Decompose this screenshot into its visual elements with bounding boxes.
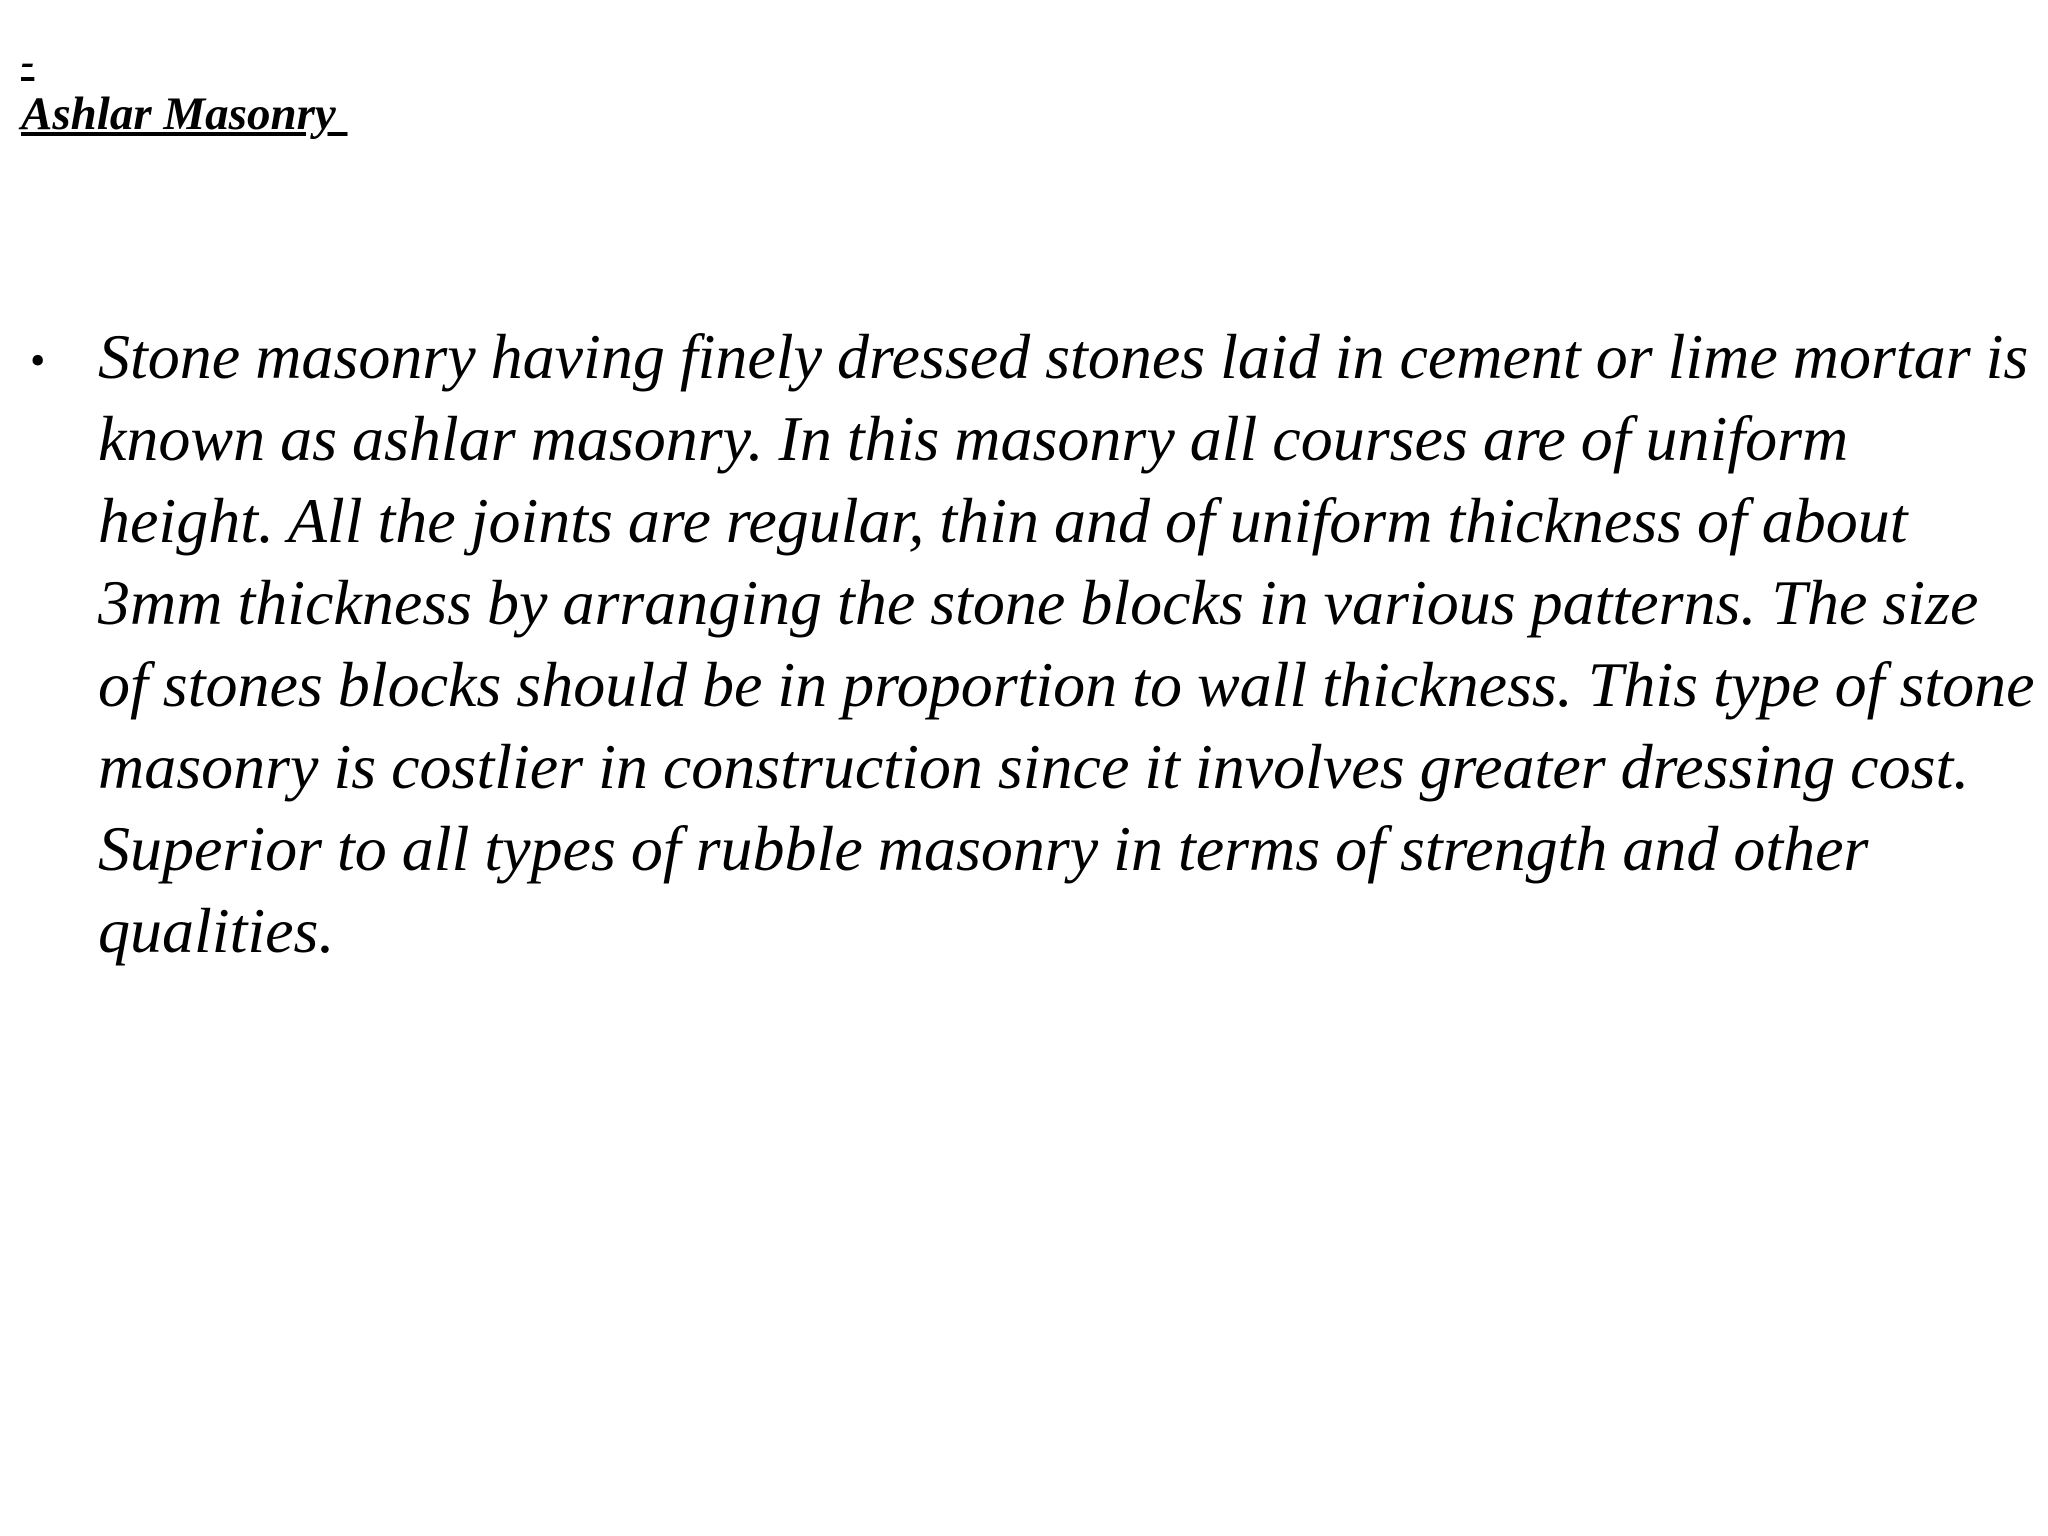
bullet-item <box>0 316 2048 972</box>
bullet-list <box>0 316 2048 972</box>
slide-title: Ashlar Masonry <box>21 88 348 140</box>
bullet-icon: • <box>30 336 46 385</box>
title-dash: - <box>21 39 35 84</box>
bullet-text: Stone masonry having finely dressed stones laid in cement or lime mortar is known as ashlar masonry. In this masonry all courses are of uniform height. All the joints are regular, thin and of uniform thickness of about 3mm thickness by arranging the stone blocks in various patterns. The size of stones blocks should be in proportion to wall thickness. This type of stone masonry is costlier in construction since it involves greater dressing cost. Superior to all types of rubble masonry in terms of strength and other qualities. <box>98 321 2035 966</box>
